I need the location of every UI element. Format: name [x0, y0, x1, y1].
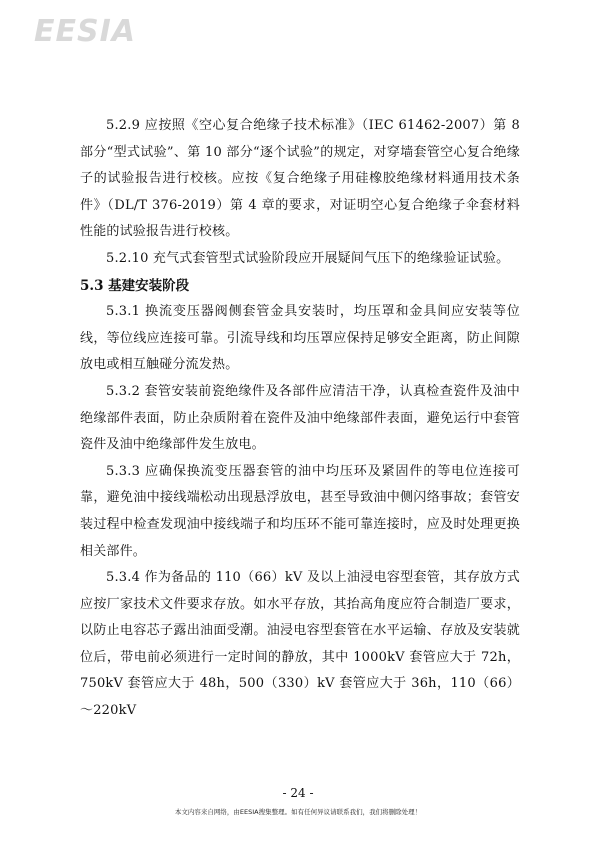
eesia-logo: EESIA	[34, 14, 136, 49]
section-heading-5-3: 5.3 基建安装阶段	[80, 277, 190, 294]
paragraph-5-3-4: 5.3.4 作为备品的 110（66）kV 及以上油浸电容型套管，其存放方式应按厂家技术文件要求存放。如水平存放，其抬高角度应符合制造厂要求，以防止电容芯子露出油面受潮。油浸电容型套管在水平运输、存放及安装就位后，带电前必须进行一定时间的静放，其中 1000kV 套管应大于 72h，750kV 套管应大于 48h，500（330）kV 套管应大于 36h，110（66）～220kV	[80, 570, 520, 719]
footer-disclaimer: 本文内容来自网络，由EESIA搜集整理。如有任何异议请联系我们，我们将删除处理！	[174, 808, 422, 816]
paragraph-5-3-1: 5.3.1 换流变压器阀侧套管金具安装时，均压罩和金具间应安装等位线，等位线应连接可靠。引流导线和均压罩应保持足够安全距离，防止间隙放电或相互触碰分流发热。	[80, 304, 520, 373]
paragraph-5-2-9: 5.2.9 应按照《空心复合绝缘子技术标准》（IEC 61462-2007）第 8 部分“型式试验”、第 10 部分“逐个试验”的规定，对穿墙套管空心复合绝缘子的试验报告进行校核。应按《复合绝缘子用硅橡胶绝缘材料通用技术条件》（DL/T 376-2019）第 4 章的要求，对证明空心复合绝缘子伞套材料性能的试验报告进行校核。	[80, 118, 520, 240]
paragraph-5-3-2: 5.3.2 套管安装前瓷绝缘件及各部件应清洁干净，认真检查瓷件及油中绝缘部件表面，防止杂质附着在瓷件及油中绝缘部件表面，避免运行中套管瓷件及油中绝缘部件发生放电。	[80, 383, 520, 453]
page-number: - 24 -	[282, 786, 314, 800]
paragraph-5-2-10: 5.2.10 充气式套管型式试验阶段应开展疑间气压下的绝缘验证试验。	[106, 250, 510, 266]
document-body	[80, 113, 520, 725]
paragraph-5-3-3: 5.3.3 应确保换流变压器套管的油中均压环及紧固件的等电位连接可靠，避免油中接线端松动出现悬浮放电，甚至导致油中侧闪络事故；套管安装过程中检查发现油中接线端子和均压环不能可靠连接时，应及时处理更换相关部件。	[80, 463, 520, 559]
